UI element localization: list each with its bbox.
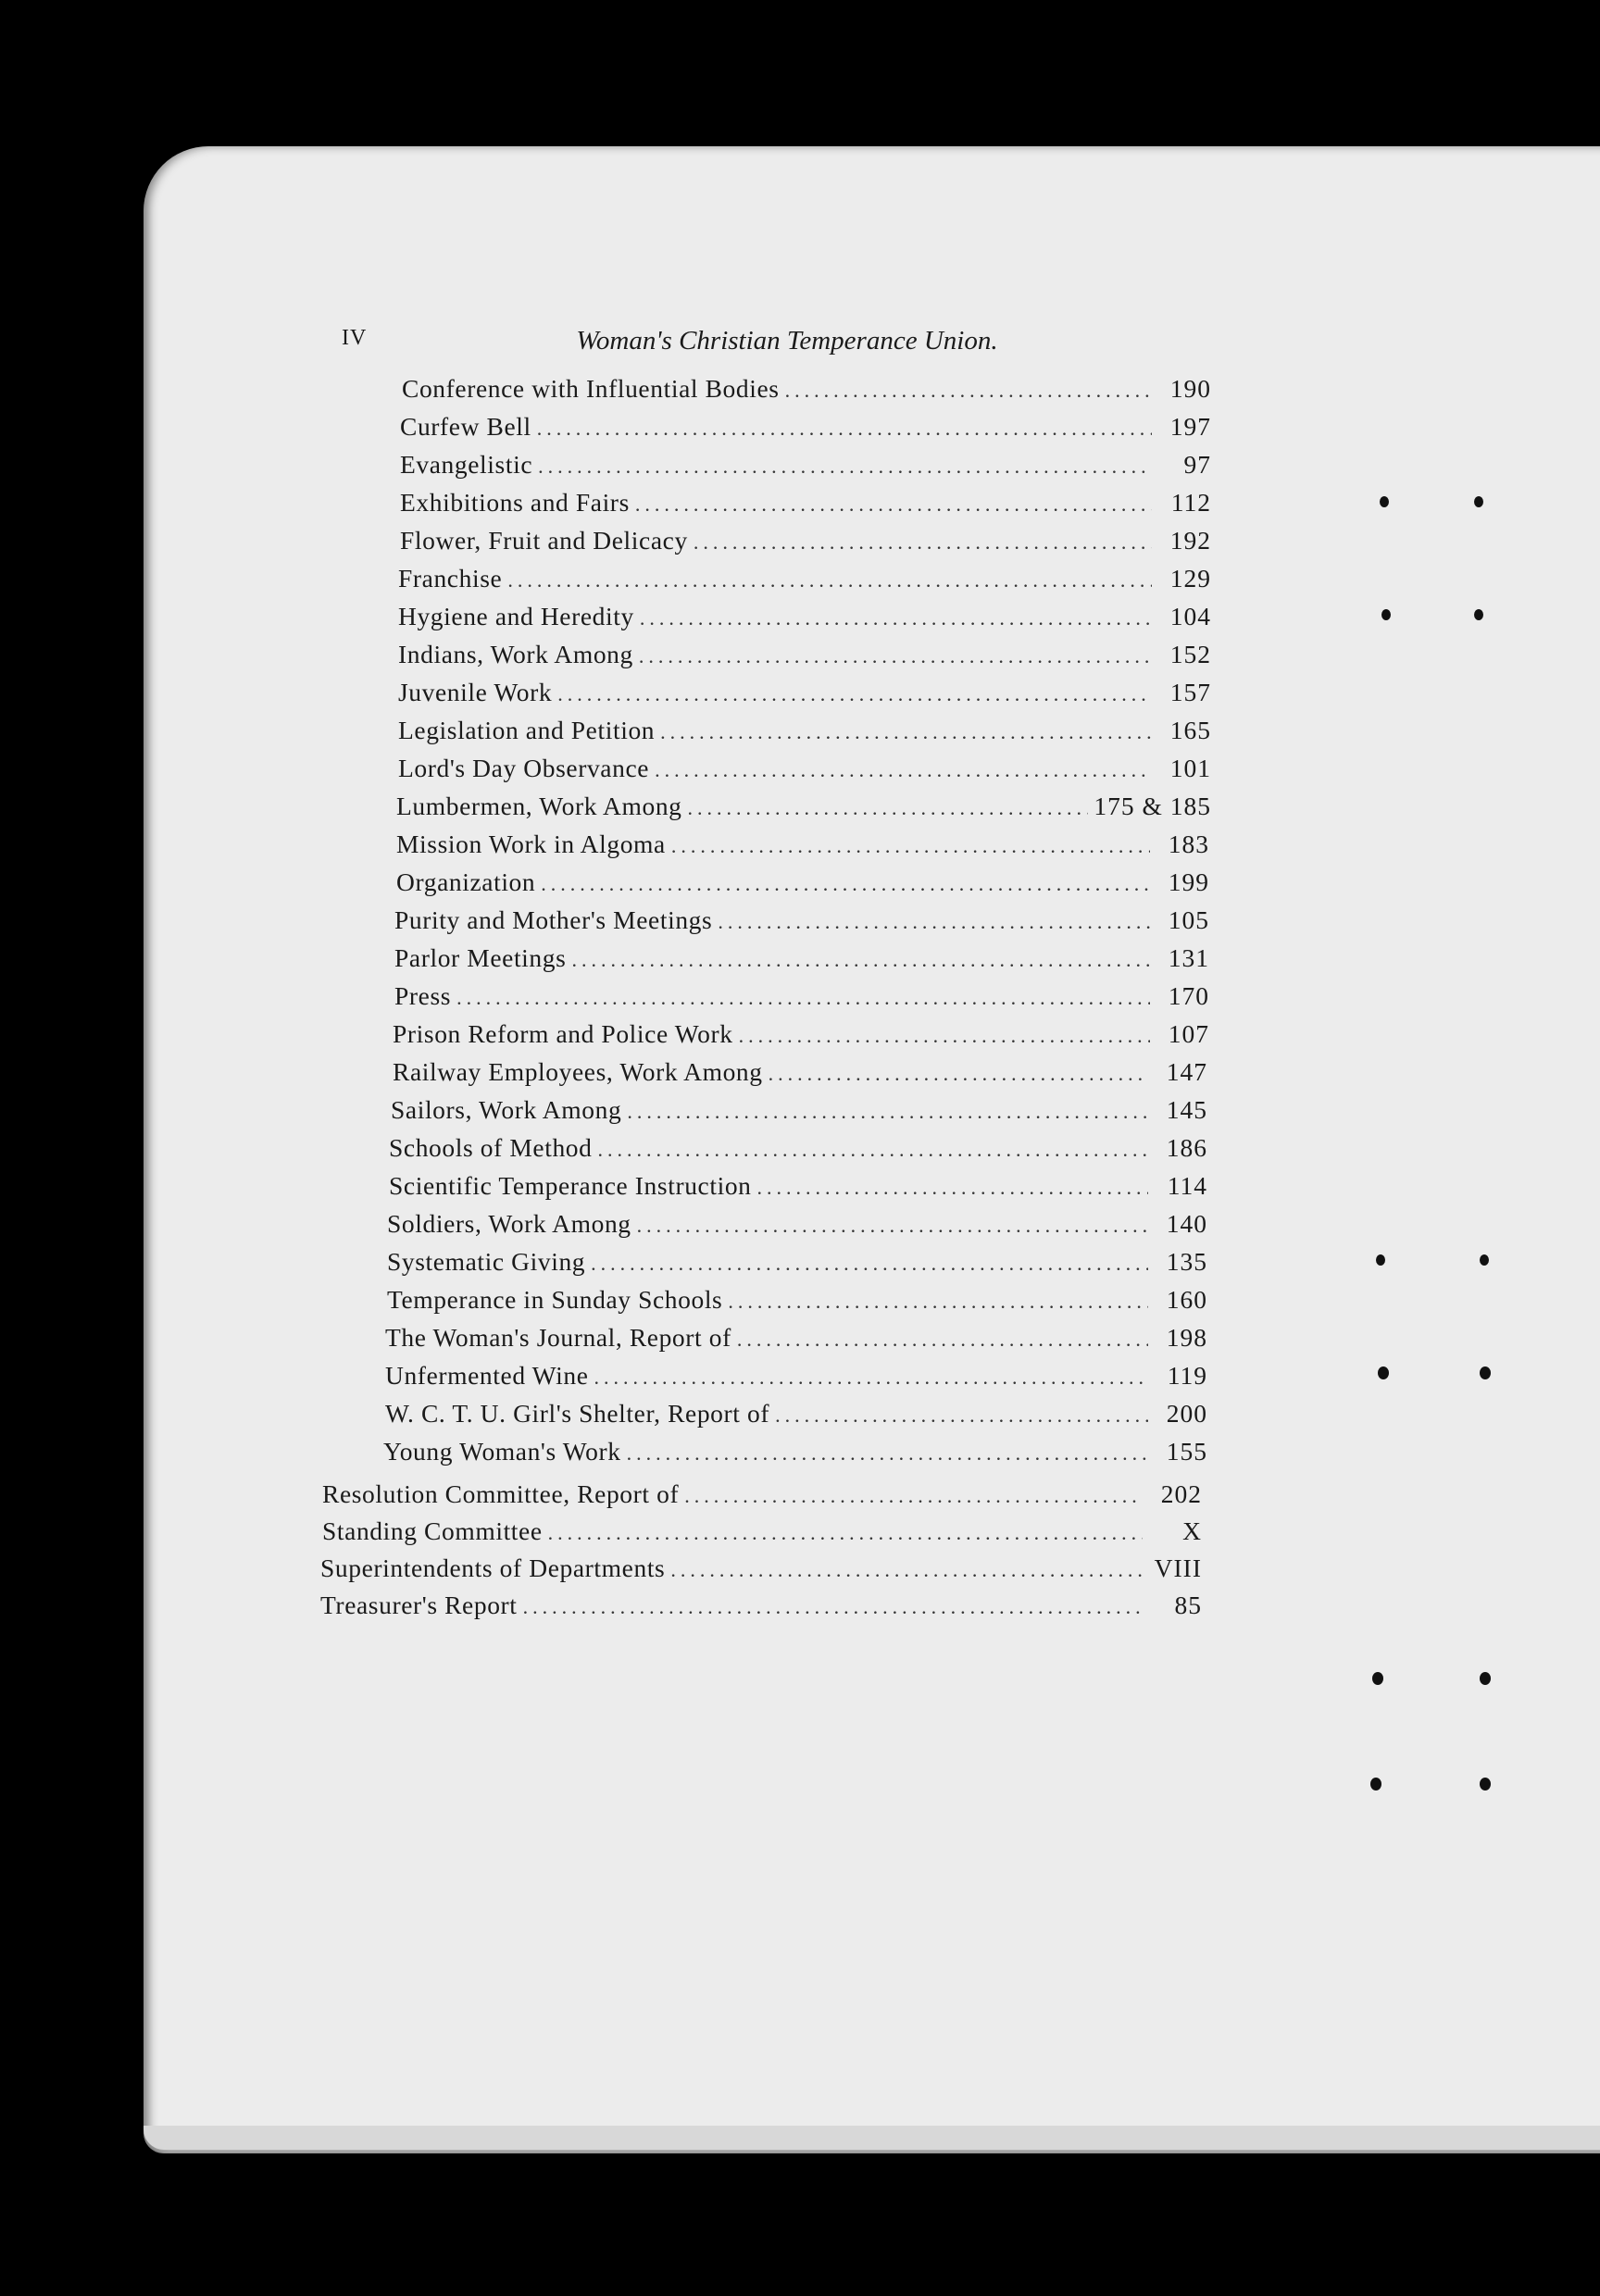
entry-page-number: 200	[1166, 1399, 1207, 1428]
entry-label: Resolution Committee, Report of	[322, 1479, 680, 1508]
entry-page-number: 114	[1167, 1171, 1207, 1200]
entry-label: Flower, Fruit and Delicacy	[400, 526, 688, 555]
entry-page-number: 129	[1169, 564, 1211, 593]
entry-label: Unfermented Wine	[385, 1361, 589, 1390]
dot-leader	[737, 1328, 1148, 1352]
toc-entry	[383, 1437, 1207, 1472]
dot-leader	[785, 379, 1152, 403]
dot-leader	[594, 1366, 1148, 1390]
entry-label: Soldiers, Work Among	[387, 1209, 631, 1238]
toc-entry	[400, 450, 1211, 485]
entry-label: Young Woman's Work	[383, 1437, 621, 1466]
toc-entry	[393, 1057, 1207, 1092]
entry-page-number: 131	[1168, 943, 1209, 972]
toc-entry	[391, 1095, 1207, 1130]
entry-label: Systematic Giving	[387, 1247, 586, 1276]
dot-leader	[718, 910, 1150, 934]
toc-entry	[385, 1323, 1207, 1358]
dot-leader	[655, 758, 1152, 782]
entry-label: Press	[394, 981, 452, 1010]
dot-leader	[637, 1214, 1148, 1238]
entry-page-number: 192	[1169, 526, 1211, 555]
entry-label: Parlor Meetings	[394, 943, 567, 972]
dot-leader	[537, 417, 1152, 441]
toc-entry	[398, 602, 1211, 637]
dot-leader	[757, 1176, 1148, 1200]
entry-label: Lumbermen, Work Among	[396, 792, 682, 820]
entry-label: Lord's Day Observance	[398, 754, 650, 782]
entry-label: Prison Reform and Police Work	[393, 1019, 733, 1048]
entry-page-number: 190	[1169, 374, 1211, 403]
entry-page-number: 186	[1166, 1133, 1207, 1162]
toc-entry	[402, 374, 1211, 409]
toc-entry	[396, 830, 1209, 865]
dot-leader	[627, 1441, 1148, 1466]
entry-page-number: 145	[1166, 1095, 1207, 1124]
dot-leader	[769, 1062, 1148, 1086]
entry-page-number: VIII	[1154, 1554, 1202, 1582]
entry-page-number: 85	[1174, 1591, 1202, 1619]
entry-label: Purity and Mother's Meetings	[394, 905, 713, 934]
toc-entry	[387, 1209, 1207, 1244]
dot-leader	[591, 1252, 1148, 1276]
dot-leader	[548, 1521, 1143, 1545]
dot-leader	[627, 1100, 1148, 1124]
page-header-title: Woman's Christian Temperance Union.	[576, 326, 998, 356]
toc-entry	[394, 905, 1209, 941]
dot-leader	[507, 568, 1152, 593]
entry-page-number: 198	[1166, 1323, 1207, 1352]
entry-label: W. C. T. U. Girl's Shelter, Report of	[385, 1399, 770, 1428]
entry-label: Temperance in Sunday Schools	[387, 1285, 723, 1314]
entry-page-number: 152	[1169, 640, 1211, 668]
dot-leader	[684, 1484, 1143, 1508]
toc-entry	[393, 1019, 1209, 1054]
entry-page-number: 202	[1160, 1479, 1202, 1508]
toc-entry	[387, 1247, 1207, 1282]
toc-entry	[389, 1171, 1207, 1206]
entry-label: Indians, Work Among	[398, 640, 633, 668]
entry-page-number: 135	[1166, 1247, 1207, 1276]
toc-entry	[400, 412, 1211, 447]
entry-label: Railway Employees, Work Among	[393, 1057, 763, 1086]
toc-entry	[385, 1361, 1207, 1396]
entry-page-number: 165	[1169, 716, 1211, 744]
toc-entry	[400, 526, 1211, 561]
dot-leader	[670, 1558, 1143, 1582]
entry-page-number: X	[1182, 1516, 1202, 1545]
toc-entry	[394, 943, 1209, 979]
dot-leader	[541, 872, 1150, 896]
entry-label: Legislation and Petition	[398, 716, 656, 744]
entry-label: Standing Committee	[322, 1516, 543, 1545]
page-number: IV	[342, 326, 368, 350]
toc-entry	[396, 792, 1211, 827]
toc-entry	[398, 754, 1211, 789]
entry-page-number: 199	[1168, 867, 1209, 896]
toc-entry	[398, 678, 1211, 713]
entry-label: Exhibitions and Fairs	[400, 488, 630, 517]
entry-label: Superintendents of Departments	[320, 1554, 666, 1582]
toc-entry	[396, 867, 1209, 903]
dot-leader	[688, 796, 1089, 820]
dot-leader	[728, 1290, 1148, 1314]
entry-page-number: 197	[1169, 412, 1211, 441]
entry-page-number: 107	[1168, 1019, 1209, 1048]
entry-label: The Woman's Journal, Report of	[385, 1323, 731, 1352]
entry-label: Organization	[396, 867, 536, 896]
entry-page-number: 160	[1166, 1285, 1207, 1314]
dot-leader	[598, 1138, 1149, 1162]
toc-entry	[389, 1133, 1207, 1168]
entry-label: Mission Work in Algoma	[396, 830, 666, 858]
toc-entry	[385, 1399, 1207, 1434]
entry-label: Scientific Temperance Instruction	[389, 1171, 752, 1200]
entry-label: Sailors, Work Among	[391, 1095, 622, 1124]
dot-leader	[671, 834, 1150, 858]
entry-label: Curfew Bell	[400, 412, 531, 441]
entry-page-number: 105	[1168, 905, 1209, 934]
dot-leader	[523, 1595, 1143, 1619]
entry-page-number: 97	[1183, 450, 1211, 479]
entry-page-number: 175 & 185	[1094, 792, 1211, 820]
dot-leader	[694, 530, 1152, 555]
dot-leader	[571, 948, 1150, 972]
entry-label: Schools of Method	[389, 1133, 593, 1162]
entry-label: Hygiene and Heredity	[398, 602, 634, 630]
entry-page-number: 155	[1166, 1437, 1207, 1466]
toc-entry	[320, 1554, 1202, 1589]
toc-entry	[387, 1285, 1207, 1320]
entry-label: Treasurer's Report	[320, 1591, 518, 1619]
dot-leader	[739, 1024, 1150, 1048]
toc-entry	[322, 1479, 1202, 1515]
toc-entry	[398, 564, 1211, 599]
dot-leader	[660, 720, 1152, 744]
toc-entry	[322, 1516, 1202, 1552]
toc-entry	[398, 716, 1211, 751]
toc-entry	[394, 981, 1209, 1017]
entry-page-number: 101	[1169, 754, 1211, 782]
entry-label: Franchise	[398, 564, 503, 593]
entry-page-number: 119	[1167, 1361, 1207, 1390]
entry-page-number: 140	[1166, 1209, 1207, 1238]
entry-page-number: 170	[1168, 981, 1209, 1010]
dot-leader	[538, 455, 1152, 479]
dot-leader	[640, 606, 1152, 630]
toc-entry	[398, 640, 1211, 675]
entry-label: Conference with Influential Bodies	[402, 374, 780, 403]
toc-entry	[320, 1591, 1202, 1626]
entry-page-number: 104	[1169, 602, 1211, 630]
toc-entry	[400, 488, 1211, 523]
dot-leader	[456, 986, 1150, 1010]
dot-leader	[557, 682, 1152, 706]
entry-page-number: 112	[1170, 488, 1211, 517]
entry-label: Evangelistic	[400, 450, 533, 479]
dot-leader	[639, 644, 1152, 668]
dot-leader	[635, 493, 1152, 517]
dot-leader	[775, 1404, 1148, 1428]
entry-page-number: 183	[1168, 830, 1209, 858]
entry-page-number: 147	[1166, 1057, 1207, 1086]
entry-page-number: 157	[1169, 678, 1211, 706]
entry-label: Juvenile Work	[398, 678, 553, 706]
